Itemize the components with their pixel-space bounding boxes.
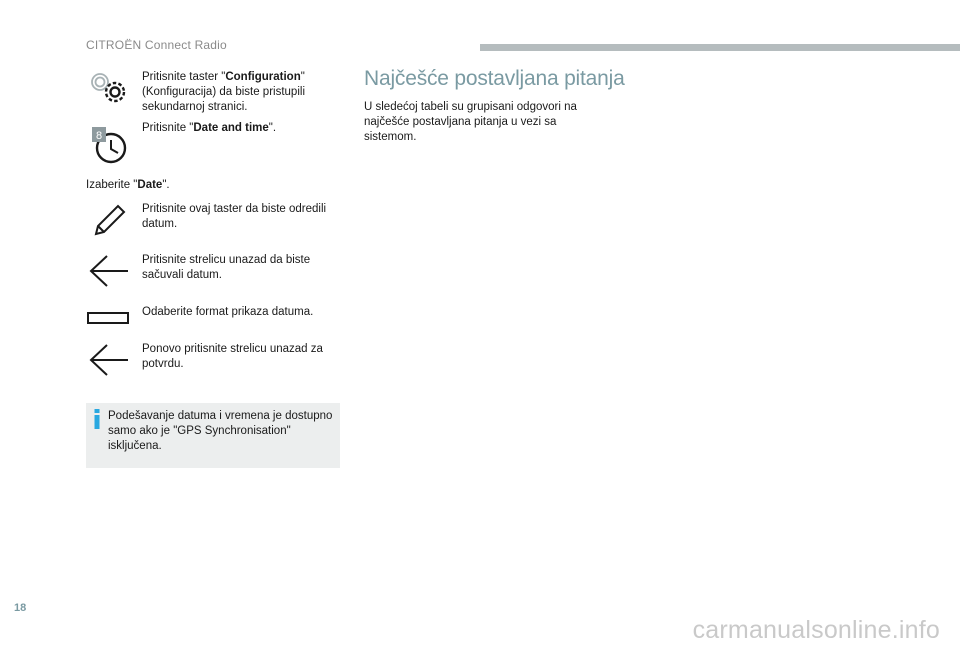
- header-title: CITROËN Connect Radio: [86, 38, 227, 52]
- step-date-time-text: Pritisnite "Date and time".: [142, 122, 277, 134]
- date-format-field-icon: [86, 310, 130, 326]
- step-configuration-text: Pritisnite taster "Configuration" (Konfiguracija) da biste pristupili sekundarnoj stranici.: [142, 71, 305, 113]
- clock-badge: 8: [95, 130, 103, 142]
- pencil-icon: [90, 203, 128, 237]
- step-back-confirm-text: Ponovo pritisnite strelicu unazad za potvrdu.: [142, 343, 323, 370]
- step-format-text: Odaberite format prikaza datuma.: [142, 306, 314, 318]
- back-arrow-icon: [88, 343, 130, 377]
- clock-icon: [90, 127, 130, 165]
- step-back-save-text: Pritisnite strelicu unazad da biste sačuvali datum.: [142, 254, 311, 281]
- settings-gear-icon: [86, 70, 130, 106]
- section-body: U sledećoj tabeli su grupisani odgovori na najčešće postavljana pitanja u vezi sa sistemom.: [364, 101, 577, 143]
- header-bar: [480, 44, 960, 51]
- step-pencil-text: Pritisnite ovaj taster da biste odredili datum.: [142, 203, 327, 230]
- back-arrow-icon: [88, 254, 130, 288]
- note-text: Podešavanje datuma i vremena je dostupno samo ako je "GPS Synchronisation" isključena.: [108, 410, 333, 452]
- watermark: carmanualsonline.info: [692, 616, 940, 644]
- page-number: 18: [14, 602, 27, 614]
- select-date-text: Izaberite "Date".: [86, 179, 170, 191]
- section-title: Najčešće postavljana pitanja: [364, 67, 625, 90]
- info-icon: [93, 409, 101, 429]
